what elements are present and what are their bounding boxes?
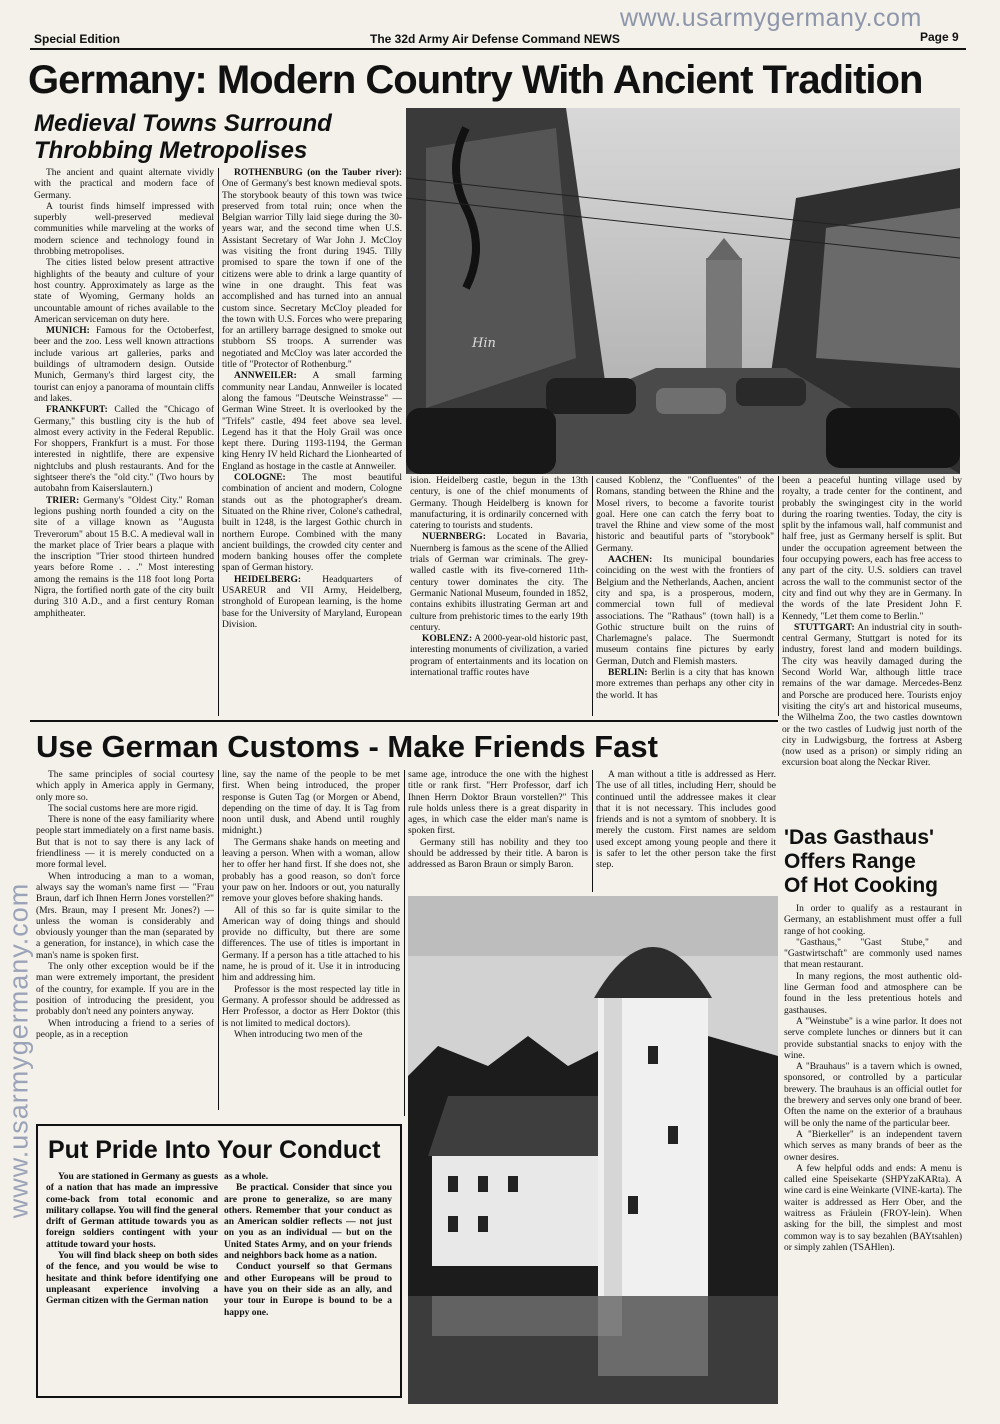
paragraph: There is none of the easy familiarity where people start immediately on a first name basis. But that is not to say there is any lack of friendliness — it is merely conducted on a more formal level. (36, 815, 214, 871)
paragraph: You will find black sheep on both sides of the fence, and you would be wise to hesitate and think before identifying one unpleasant experience involving a German citizen with the German nation (46, 1251, 218, 1307)
article2-column4 (596, 770, 776, 892)
paragraph: When introducing a friend to a series of people, as in a reception (36, 1018, 214, 1040)
conduct-box (36, 1124, 402, 1398)
paragraph: line, say the name of the people to be met first. When being introduced, the proper response is Guten Tag (or Morgen or Abend, depending on the time of day. It is Tag from noon until dusk, and Abend until roughly midnight.) (222, 770, 400, 837)
paragraph: All of this so far is quite similar to the American way of doing things and should provide no difficulty, but there are some differences. The use of titles is important in Germany. If a person has a title attached to his name, he is proud of it. Use it in introducing him and addressing him. (222, 905, 400, 984)
conduct-column1 (46, 1172, 218, 1390)
article2-column2 (222, 770, 400, 1116)
edition-label: Special Edition (34, 32, 121, 46)
gasthaus-column (784, 904, 962, 1408)
article1-column2 (222, 168, 402, 716)
castle-illustration (408, 896, 778, 1404)
paragraph: The Germans shake hands on meeting and leaving a person. When with a woman, allow her to offer her hand first. If she does not, she probably has a good reason, so don't force your paw on her. Indoors or out, you naturally remove your gloves before shaking hands. (222, 837, 400, 905)
article1-column3 (410, 476, 588, 716)
entry-aachen: AACHEN: Its municipal boundaries coinciding on the west with the frontiers of Belgium and the Netherlands, Aachen, ancient city and spa, is a prosperous, modern, commercial town full of medieval associations. The "Rathaus" (town hall) is a Gothic structure built on the ruins of Charlemagne's palace. The Suermondt museum contains fine pictures by early German, Dutch and Flemish masters. (596, 555, 774, 667)
section-rule (30, 720, 778, 722)
paragraph: as a whole. (224, 1172, 269, 1182)
column-rule (218, 168, 219, 716)
paragraph: caused Koblenz, the "Confluentes" of the Romans, standing between the Rhine and the Mosel rivers, to become a favorite tourist goal. Here one can catch the ferry boat to travel the Rhine and view some of the most historic and beautiful parts of "storybook" Germany. (596, 476, 774, 554)
entry-stuttgart: STUTTGART: An industrial city in south-central Germany, Stuttgart is noted for its industry, forest land and modern buildings. The city was heavily damaged during the Second World War, although little trace remains of the war damage. Mercedes-Benz and Porsche are produced here. Tourists enjoy visiting the city's art and historical museums, the Wilhelma Zoo, the two castles downtown or the two castles of Ludwig just north of the city in Ludwigsburg, the fortress at Asberg (now used as a prison) or simply riding an excursion boat along the Neckar River. (782, 622, 962, 769)
subheadline-line1: Medieval Towns Surround (34, 110, 332, 137)
customs-headline: Use German Customs - Make Friends Fast (36, 729, 658, 764)
conduct-headline: Put Pride Into Your Conduct (48, 1136, 381, 1164)
castle-photo (408, 896, 778, 1404)
paragraph: Germany still has nobility and they too should be addressed by their title. A baron is addressed as Baron Braun or simply Baron. (408, 837, 588, 871)
shop-sign: Hin (472, 336, 496, 351)
paragraph: A "Brauhaus" is a tavern which is owned, sponsored, or controlled by a particular brewery. The brauhaus is an official outlet for the brewery and serves only one brand of beer. Often the name on the exterior of a brauhaus will be only the name of the particular beer. (784, 1062, 962, 1129)
paragraph: Be practical. Consider that since you are prone to generalize, so are many others. Remember that your conduct as an American soldier reflects — not just on you as an individual — but on the United States Army, and on your friends and neighbors back home as a nation. (224, 1183, 392, 1262)
article1-column1 (34, 168, 214, 716)
article2-column3 (408, 770, 588, 892)
entry-cologne: COLOGNE: The most beautiful combination of ancient and modern, Cologne stands out as the photographer's dream. Situated on the Rhine river, Colone's cathedral, built in 1248, is the largest Gothic church in northern Europe. Combined with the many ancient buildings, the crowded city center and modern banking houses offer the complete span of German history. (222, 473, 402, 574)
paragraph: You are stationed in Germany as guests of a nation that has made an impressive come-back from total economic and military collapse. You will find the general drift of German attitude towards you as foreign soldiers contingent with your attitude toward your hosts. (46, 1172, 218, 1250)
entry-frankfurt: FRANKFURT: Called the "Chicago of Germany," this bustling city is the hub of almost every activity in the Federal Republic. For shoppers, Frankfurt is a must. For those interested in nightlife, there are expensive nightclubs and plush restaurants. And for the sightseer there's the "old city." (Two hours by autobahn from Kaiserslautern.) (34, 405, 214, 495)
subheadline-line2: Throbbing Metropolises (34, 137, 308, 164)
paragraph: The social customs here are more rigid. (48, 803, 199, 814)
paragraph: In order to qualify as a restaurant in Germany, an establishment must offer a full range of hot cooking. (784, 904, 962, 937)
entry-annweiler: ANNWEILER: A small farming community near Landau, Annweiler is located along the famous "Deutsche Weinstrasse" — German Wine Street. It is overlooked by the "Trifels" castle, 494 feet above sea level. Legend has it that the Holy Grail was once kept there. During 1193-1194, the German king Henry IV held Richard the Lionhearted of England as hostage in the castle at Annweiler. (222, 371, 402, 472)
article1-column5 (782, 476, 962, 834)
gasthaus-headline: 'Das Gasthaus' Offers Range Of Hot Cooking (784, 826, 938, 897)
page-number: Page 9 (920, 30, 959, 44)
paragraph: A "Weinstube" is a wine parlor. It does not serve complete lunches or dinners but it can provide substantial snacks to enjoy with the wine. (784, 1016, 962, 1061)
column-rule (218, 770, 219, 1110)
paragraph: A "Bierkeller" is an independent tavern which serves as many brands of beer as the owner desires. (784, 1129, 962, 1163)
paragraph: ision. Heidelberg castle, begun in the 13th century, is one of the chief monuments of Germany. Though Heidelberg is known for manufacturing, it is ordinarily concerned with catering to tourists and students. (410, 476, 588, 532)
paragraph: The only other exception would be if the man were extremely important, the president of the country, for example. If you are in the position of introducing the president, you probably don't need any pointers anyway. (36, 962, 214, 1018)
entry-berlin: BERLIN: Berlin is a city that has known more extremes than perhaps any other city in the world. It has (596, 668, 774, 701)
entry-rothenburg: ROTHENBURG (on the Tauber river): One of Germany's best known medieval spots. The storybook beauty of this town was twice preserved from total ruin; once when the Belgian warrior Tilly laid siege during the 30-years war, and the second time when U.S. Assistant Secretary of War John J. McCloy was visiting the front during 1945. Tilly promised to spare the town if one of the citizens were able to drink a large quantity of wine in one draught. This feat was accomplished and has turned into an annual custom since. Secretary McCloy pleaded for the town with U.S. Forces who were preparing for an artillery barrage designed to smoke out stubborn SS troops. A surrender was negotiated and McCloy was later accorded the title of "Protector of Rothenburg." (222, 168, 402, 371)
paragraph: "Gasthaus," "Gast Stube," and "Gastwirtschaft" are commonly used names that mean restaurant. (784, 937, 962, 971)
entry-nuernberg: NUERNBERG: Located in Bavaria, Nuernberg is famous as the scene of the Allied trials of German war criminals. The grey-walled castle with its five-cornered 11th-century tower dominates the city. The Germanic National Museum, founded in 1852, contains exhibits illustrating German art and culture from prehistoric times to the early 19th century. (410, 532, 588, 633)
column-rule (592, 476, 593, 716)
paragraph: The ancient and quaint alternate vividly with the practical and modern face of Germany. (34, 168, 214, 201)
paragraph: A man without a title is addressed as Herr. The use of all titles, including Herr, should be continued until the addressee makes it clear that it is not necessary. This includes good friends and is not a symtom of snobbery. It is merely the custom. First names are seldom used except among young people and there it is safer to let the other person take the first step. (596, 770, 776, 871)
newspaper-name: The 32d Army Air Defense Command NEWS (370, 32, 620, 46)
watermark-url: www.usarmygermany.com (620, 4, 922, 32)
paragraph: Conduct yourself so that Germans and other Europeans will be proud to have you on their side as an ally, and your tour in Europe is bound to be a happy one. (224, 1262, 392, 1318)
paragraph: A tourist finds himself impressed with superbly well-preserved medieval communities while marveling at the works of modern science and technology found in throbbing metropolises. (34, 201, 214, 258)
entry-koblenz: KOBLENZ: A 2000-year-old historic past, interesting monuments of civilization, a varied program of entertainments and its location on international traffic routes have (410, 634, 588, 679)
city-street-photo (406, 108, 960, 474)
paragraph: Professor is the most respected lay title in Germany. A professor should be addressed as Herr Professor, a doctor as Herr Doktor (this is not limited to medical doctors). (222, 984, 400, 1029)
article1-column4 (596, 476, 774, 716)
entry-munich: MUNICH: Famous for the Octoberfest, beer and the zoo. Less well known attractions include various art galleries, parks and buildings of ultramodern design. Outside Munich, Germany's third largest city, the tourist can enjoy a panorama of mountain cliffs and lakes. (34, 326, 214, 404)
column-rule (404, 770, 405, 1116)
paragraph: same age, introduce the one with the highest title or rank first. "Herr Professor, darf ich Ihnen Herrn Doktor Braun vorstellen?" This rule holds unless there is a great disparity in ages, in which case the elder man's name is spoken first. (408, 770, 588, 837)
paragraph: In many regions, the most authentic old-line German food and atmosphere can be found in the less pretentious hotels and gasthauses. (784, 971, 962, 1016)
column-rule (778, 476, 779, 716)
paragraph: The cities listed below present attractive highlights of the beauty and culture of your host country. Approximately as large as the state of Wyoming, Germany holds an uncountable amount of riches available to the American serviceman on duty here. (34, 258, 214, 325)
paragraph: A few helpful odds and ends: A menu is called eine Speisekarte (SHPYzaKARta). A wine card is eine Weinkarte (VINE-karta). The waiter is addressed as Herr Ober, and the waitress as Fräulein (FROY-lein). When asking for the bill, the simplest and most common way is to say bezahlen (BAYtsahlen) or simply zahlen (TSAHlen). (784, 1163, 962, 1253)
header-rule (30, 48, 966, 50)
conduct-column2 (224, 1172, 392, 1390)
entry-trier: TRIER: Germany's "Oldest City." Roman legions pushing north founded a city on the site of a village known as "Augusta Treverorum" about 15 B.C. A medieval wall in the market place of Trier bears a plaque with the inscription "Trier stood thirteen hundred years before Rome . . ." Most interesting among the remains is the 118 foot long Porta Nigra, the fortified north gate of the city built during 310 A.D., and a first century Roman amphitheater. (34, 495, 214, 619)
city-street-illustration (406, 108, 960, 474)
article2-column1 (36, 770, 214, 1110)
main-headline: Germany: Modern Country With Ancient Tradition (28, 58, 923, 102)
paragraph: When introducing two men of the (234, 1029, 363, 1040)
paragraph: When introducing a man to a woman, always say the woman's name first — "Frau Braun, darf ich Ihnen Herrn Jones vorstellen?" (Mrs. Braun, may I present Mr. Jones?) — unless the woman is considerably and obviously younger than the man (separated by a generation, for instance), in which case the man's name is spoken first. (36, 871, 214, 961)
side-watermark: www.usarmygermany.com (3, 882, 34, 1218)
paragraph: been a peaceful hunting village used by royalty, a trade center for the continent, and probably the swingingest city in the world during the roaring twenties. Today, the city is split by the infamous wall, half communist and half free, just as Germany herself is split. But under the occupation agreement between the four occupying powers, each has free access to any part of the city. U.S. soldiers can travel across the wall to the communist sector of the city and find out why they are in Germany. In the words of the late President John F. Kennedy, "Let them come to Berlin." (782, 476, 962, 622)
column-rule (592, 770, 593, 892)
entry-heidelberg: HEIDELBERG: Headquarters of USAREUR and VII Army, Heidelberg, stronghold of European learning, is the home base for the University of Maryland, European Division. (222, 574, 402, 630)
paragraph: The same principles of social courtesy which apply in America apply in Germany, only more so. (36, 770, 214, 803)
